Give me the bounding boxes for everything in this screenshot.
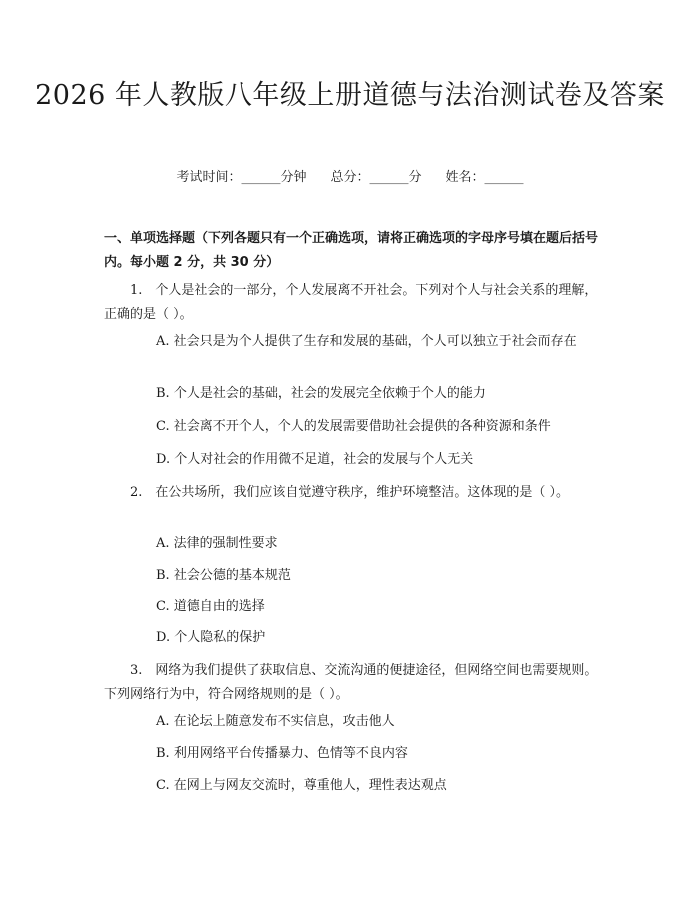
question-2-stem: 2. 在公共场所，我们应该自觉遵守秩序，维护环境整洁。这体现的是（ ）。	[130, 485, 570, 500]
question-2-option-c: C. 道德自由的选择	[156, 599, 265, 614]
question-3-option-b: B. 利用网络平台传播暴力、色情等不良内容	[156, 746, 408, 761]
question-2-option-a: A. 法律的强制性要求	[156, 536, 278, 551]
question-2-option-b: B. 社会公德的基本规范	[156, 568, 291, 583]
total-score-field: 总分：______分	[330, 170, 422, 185]
document-title: 2026 年人教版八年级上册道德与法治测试卷及答案	[35, 80, 665, 111]
exam-meta-line	[0, 169, 700, 187]
question-3-stem: 3. 网络为我们提供了获取信息、交流沟通的便捷途径，但网络空间也需要规则。下列网络行为中，符合网络规则的是（ ）。	[104, 663, 598, 702]
section-heading-single-choice: 一、单项选择题（下列各题只有一个正确选项，请将正确选项的字母序号填在题后括号内。每小题 2 分，共 30 分）	[104, 231, 599, 270]
question-2-option-d: D. 个人隐私的保护	[156, 630, 266, 645]
question-3-option-c: C. 在网上与网友交流时，尊重他人，理性表达观点	[156, 778, 447, 793]
question-1-option-c: C. 社会离不开个人，个人的发展需要借助社会提供的各种资源和条件	[156, 419, 551, 434]
question-1-option-b: B. 个人是社会的基础，社会的发展完全依赖于个人的能力	[156, 386, 486, 401]
question-3-option-a: A. 在论坛上随意发布不实信息，攻击他人	[156, 714, 395, 729]
question-1-stem: 1. 个人是社会的一部分，个人发展离不开社会。下列对个人与社会关系的理解，正确的是（ ）。	[104, 283, 598, 322]
question-1-option-a: A. 社会只是为个人提供了生存和发展的基础，个人可以独立于社会而存在	[156, 334, 577, 349]
question-1-option-d: D. 个人对社会的作用微不足道，社会的发展与个人无关	[156, 452, 474, 467]
exam-time-field: 考试时间：______分钟	[176, 170, 307, 185]
student-name-field: 姓名：______	[445, 170, 524, 185]
